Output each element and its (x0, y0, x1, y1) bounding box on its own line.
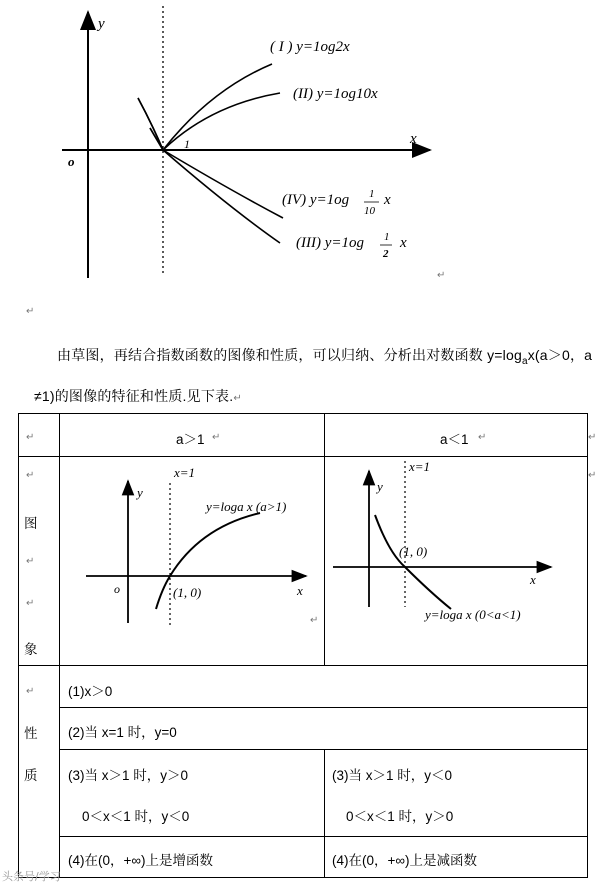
graph-right-y-label: y (377, 479, 383, 494)
pilcrow-mark: ↵ (26, 432, 35, 443)
curve-III-frac-num: 1 (384, 231, 390, 243)
label-cell-header (18, 413, 60, 457)
watermark: 头条号/学习 (2, 870, 61, 883)
graph-a-lt-1 (325, 457, 587, 665)
paragraph-subscript: a (521, 355, 528, 367)
graph-left-x1-label: x=1 (174, 465, 196, 480)
header-a-gt-1: a＞1 (176, 432, 205, 447)
label-prop-2: 质 (24, 768, 38, 783)
graph-right-curve-label: y=loga x (0<a<1) (425, 607, 521, 622)
prop-3-right-a: (3)当 x＞1 时，y＜0 (332, 768, 453, 783)
top-origin-label: o (68, 154, 75, 169)
curve-III-log1-2 (138, 98, 280, 243)
curve-III-label: (III) y=1og (296, 235, 365, 251)
curve-I-label: ( I ) y=1og2x (270, 39, 350, 55)
intro-paragraph-line1 (57, 345, 592, 367)
label-cell-image (18, 456, 60, 666)
curve-IV-frac-num: 1 (369, 188, 375, 200)
pilcrow-mark: ↵ (310, 615, 319, 626)
graph-right-curve (375, 515, 451, 609)
curve-IV-label: (IV) y=1og (282, 192, 350, 208)
pilcrow-mark: ↵ (437, 270, 446, 281)
label-image-1: 图 (24, 516, 38, 531)
pilcrow-mark: ↵ (233, 393, 242, 404)
prop-row-1 (59, 665, 588, 708)
top-one-label: 1 (184, 137, 190, 151)
pilcrow-mark: ↵ (212, 432, 221, 443)
pilcrow-mark: ↵ (26, 598, 35, 609)
top-y-label: y (98, 16, 105, 32)
curve-IV-suffix: x (384, 192, 391, 208)
graph-left-y-label: y (137, 485, 143, 500)
graph-left-x-label: x (297, 583, 303, 598)
graph-left-origin: o (114, 582, 120, 596)
graph-a-gt-1 (60, 457, 324, 665)
pilcrow-mark: ↵ (26, 556, 35, 567)
graph-right-x-label: x (530, 572, 536, 587)
pilcrow-mark: ↵ (588, 432, 597, 443)
pilcrow-mark: ↵ (588, 470, 597, 481)
pilcrow-mark: ↵ (26, 306, 35, 317)
pilcrow-mark: ↵ (26, 686, 35, 697)
pilcrow-mark: ↵ (478, 432, 487, 443)
paragraph-text: 由草图，再结合指数函数的图像和性质，可以归纳、分析出对数函数 y=log (57, 347, 522, 363)
curve-IV-frac-den: 10 (364, 205, 375, 217)
prop-3-right-b: 0＜x＜1 时，y＞0 (346, 809, 454, 824)
graph-left-point-label: (1, 0) (173, 585, 202, 600)
label-prop-1: 性 (24, 726, 38, 741)
graph-left-curve-label: y=loga x (a>1) (206, 499, 287, 514)
intro-paragraph-line2 (34, 386, 242, 406)
graph-left-curve (156, 513, 260, 609)
paragraph-text-end: x(a＞0，a (527, 347, 593, 363)
top-log-figure (0, 0, 612, 300)
top-x-label: x (410, 131, 417, 147)
graph-right-point-label: (1, 0) (399, 544, 428, 559)
header-a-lt-1: a＜1 (440, 432, 469, 447)
prop-2: (2)当 x=1 时，y=0 (68, 725, 177, 740)
prop-1: (1)x＞0 (68, 684, 113, 699)
prop-3-left-a: (3)当 x＞1 时，y＞0 (68, 768, 189, 783)
prop-4-right: (4)在(0，+∞)上是减函数 (332, 853, 478, 868)
prop-3-left-b: 0＜x＜1 时，y＜0 (82, 809, 190, 824)
label-image-2: 象 (24, 642, 38, 657)
curve-II-label: (II) y=1og10x (293, 86, 378, 102)
paragraph-text: ≠1)的图像的特征和性质.见下表. (34, 388, 234, 404)
graph-right-x1-label: x=1 (409, 459, 431, 474)
pilcrow-mark: ↵ (26, 470, 35, 481)
curve-III-frac-den: 2 (383, 248, 389, 260)
prop-4-left: (4)在(0，+∞)上是增函数 (68, 853, 214, 868)
curve-III-suffix: x (400, 235, 407, 251)
